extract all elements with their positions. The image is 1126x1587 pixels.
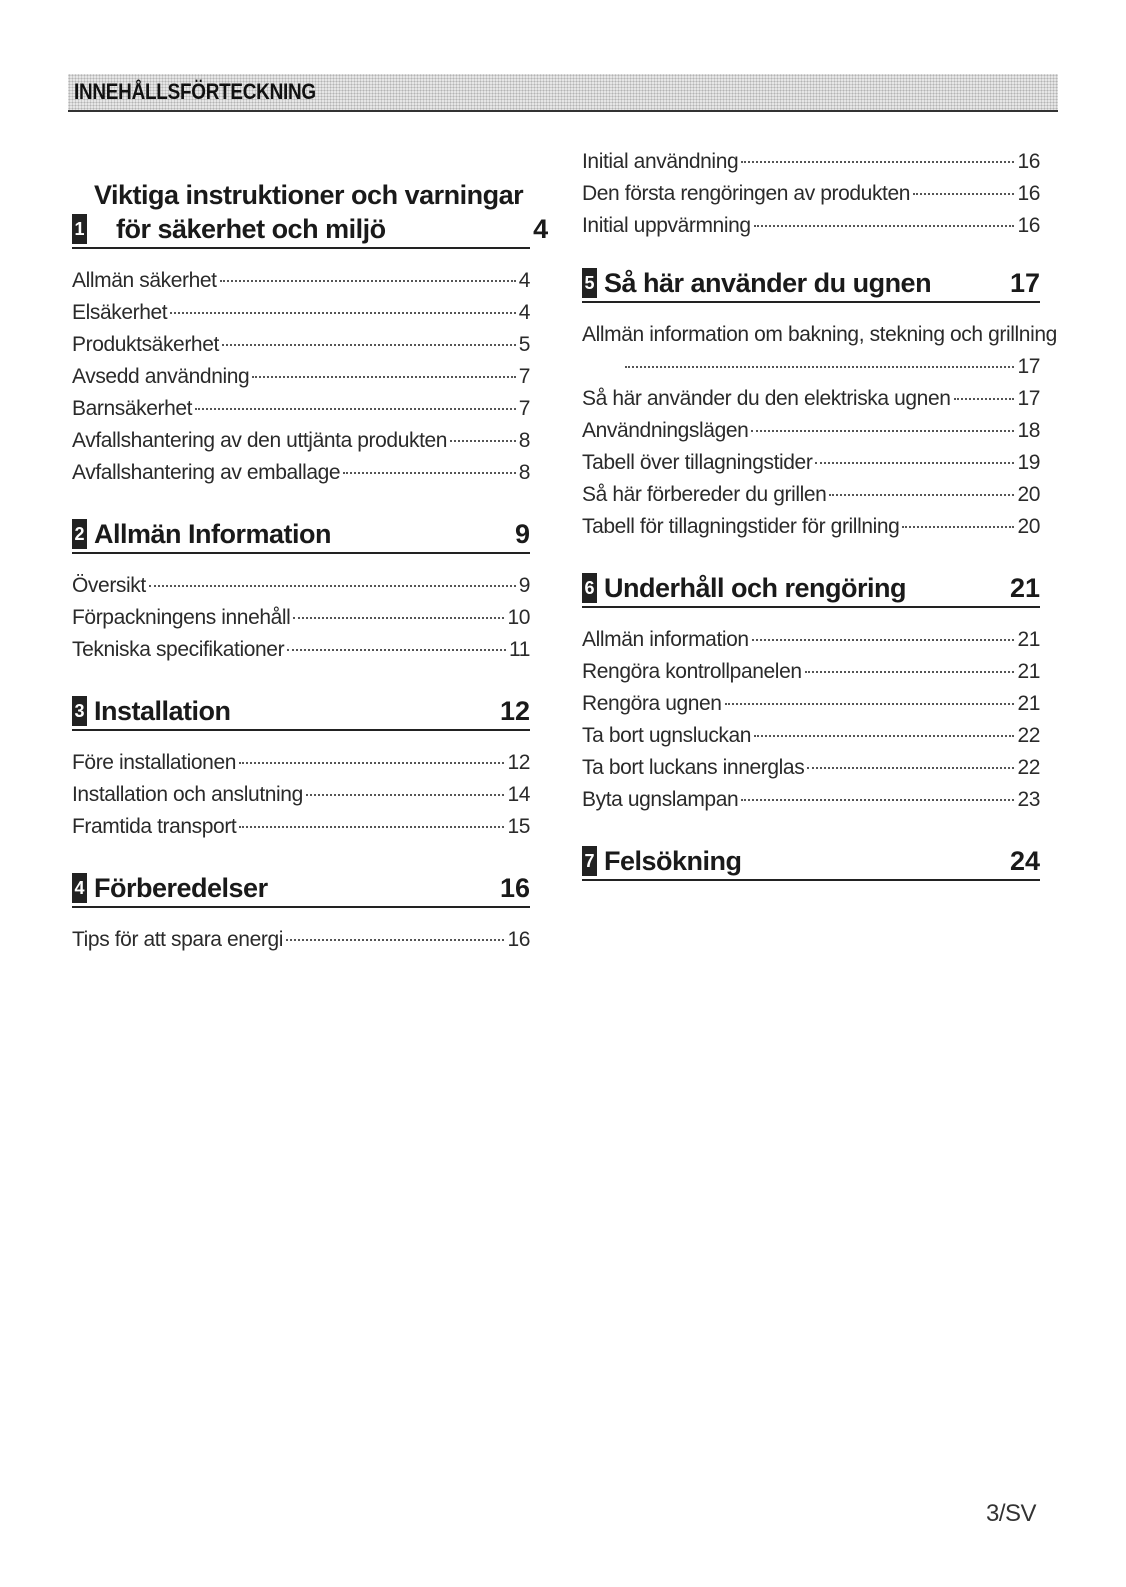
dot-leader [725, 703, 1015, 705]
header-band [68, 74, 1058, 112]
toc-entry-page: 19 [1017, 451, 1040, 474]
dot-leader [450, 440, 516, 442]
dot-leader [741, 161, 1014, 163]
toc-entry-page: 21 [1017, 660, 1040, 683]
section-page-number: 12 [499, 696, 530, 726]
dot-leader [829, 494, 1014, 496]
dot-leader [239, 826, 504, 828]
section-page-number: 4 [533, 214, 549, 244]
dot-leader [815, 462, 1014, 464]
toc-entry[interactable] [582, 319, 1057, 383]
dot-leader [807, 767, 1014, 769]
dot-leader [752, 639, 1015, 641]
toc-entry[interactable] [582, 415, 1040, 447]
section-title [604, 844, 1000, 878]
toc-entry[interactable] [72, 570, 530, 602]
toc-entry-title: Installation och anslutning [72, 783, 303, 806]
section-title [604, 571, 1000, 605]
toc-entry-page: 20 [1017, 483, 1040, 506]
toc-section-2 [72, 517, 530, 666]
section-title-line: Allmän Information [94, 519, 332, 549]
toc-entry[interactable] [72, 602, 530, 634]
toc-entry[interactable] [582, 624, 1040, 656]
dot-leader [754, 735, 1014, 737]
toc-entry[interactable] [72, 811, 530, 843]
section-title-line: Installation [94, 696, 231, 726]
section-number-badge: 2 [72, 519, 87, 549]
section-title-line: för säkerhet och miljö [116, 214, 386, 244]
dot-leader [195, 408, 516, 410]
toc-section-6 [582, 571, 1040, 816]
toc-entry-title: Användningslägen [582, 419, 749, 442]
toc-entry-page: 8 [518, 461, 530, 484]
toc-entry-title: Tips för att spara energi [72, 928, 283, 951]
toc-entry-title: Allmän information [582, 628, 749, 651]
section-title-line: Underhåll och rengöring [604, 573, 907, 603]
toc-entry[interactable] [582, 720, 1040, 752]
toc-entry[interactable] [582, 146, 1040, 178]
section-title [94, 178, 523, 246]
toc-entry-leader-line [582, 351, 1040, 383]
page-title: INNEHÅLLSFÖRTECKNING [74, 79, 316, 104]
toc-entry-page: 22 [1017, 756, 1040, 779]
section-heading[interactable] [72, 178, 549, 249]
dot-leader [805, 671, 1015, 673]
section-title-line: Så här använder du ugnen [604, 268, 932, 298]
toc-entry-title: Avfallshantering av den uttjänta produkten [72, 429, 448, 452]
toc-entry[interactable] [72, 747, 530, 779]
section-heading[interactable] [72, 871, 530, 908]
toc-entry-page: 20 [1017, 515, 1040, 538]
toc-section-5 [582, 266, 1057, 543]
toc-entry-page: 16 [1017, 150, 1040, 173]
toc-entry-title: Så här förbereder du grillen [582, 483, 827, 506]
dot-leader [286, 939, 504, 941]
toc-entry-page: 21 [1017, 692, 1040, 715]
toc-entry[interactable] [582, 447, 1040, 479]
dot-leader [954, 398, 1015, 400]
toc-entry-page: 16 [1017, 214, 1040, 237]
toc-section-3 [72, 694, 530, 843]
dot-leader [902, 526, 1014, 528]
toc-entry[interactable] [582, 210, 1040, 242]
section-number-badge: 5 [582, 268, 597, 298]
toc-entry-page: 11 [509, 638, 530, 661]
page-number: 3/SV [985, 1500, 1036, 1527]
section-number-badge: 1 [72, 214, 87, 244]
toc-section-4 [72, 871, 530, 956]
toc-entry-title: Tabell över tillagningstider [582, 451, 813, 474]
toc-entry-title: Allmän information om bakning, stekning och grillning [582, 323, 1057, 346]
section-page-number: 17 [1009, 268, 1040, 298]
toc-entry-title: Rengöra kontrollpanelen [582, 660, 802, 683]
section-title [94, 694, 490, 728]
section-title [604, 266, 1000, 300]
section-number-badge: 6 [582, 573, 597, 603]
dot-leader [625, 366, 1014, 368]
dot-leader [239, 762, 504, 764]
toc-entry-title: Elsäkerhet [72, 301, 168, 324]
section-title-line: Felsökning [604, 846, 742, 876]
toc-entry-title: Avfallshantering av emballage [72, 461, 341, 484]
toc-entry-title: Byta ugnslampan [582, 788, 739, 811]
toc-entry-page: 8 [518, 429, 530, 452]
section-page-number: 16 [499, 873, 530, 903]
toc-entry-title: Barnsäkerhet [72, 397, 193, 420]
toc-entry-page: 23 [1017, 788, 1040, 811]
dot-leader [222, 344, 516, 346]
dot-leader [306, 794, 505, 796]
toc-entry-page: 18 [1017, 419, 1040, 442]
toc-entry-page: 12 [507, 751, 530, 774]
toc-entry[interactable] [72, 361, 530, 393]
toc-entry[interactable] [72, 393, 530, 425]
toc-entry-page: 5 [518, 333, 530, 356]
toc-entry[interactable] [72, 329, 530, 361]
toc-entry-title: Rengöra ugnen [582, 692, 722, 715]
toc-entry-page: 14 [507, 783, 530, 806]
toc-entry[interactable] [582, 784, 1040, 816]
toc-entry-page: 10 [507, 606, 530, 629]
toc-entry-title: Översikt [72, 574, 146, 597]
toc-section-4-continued [582, 146, 1040, 242]
toc-entry-page: 16 [507, 928, 530, 951]
toc-entry[interactable] [582, 752, 1040, 784]
dot-leader [741, 799, 1014, 801]
toc-entry-page: 17 [1017, 387, 1040, 410]
section-heading[interactable] [582, 571, 1040, 608]
dot-leader [913, 193, 1014, 195]
toc-entry-page: 16 [1017, 182, 1040, 205]
dot-leader [293, 617, 504, 619]
toc-entry[interactable] [582, 688, 1040, 720]
section-heading[interactable] [72, 694, 530, 731]
dot-leader [751, 430, 1014, 432]
toc-entry[interactable] [582, 511, 1040, 543]
toc-entry-page: 7 [518, 397, 530, 420]
section-heading[interactable] [582, 266, 1040, 303]
section-number-badge: 7 [582, 846, 597, 876]
toc-entry[interactable] [72, 297, 530, 329]
section-page-number: 9 [514, 519, 530, 549]
toc-entry-title: Före installationen [72, 751, 236, 774]
section-number-badge: 4 [72, 873, 87, 903]
section-title-line: Viktiga instruktioner och varningar [94, 180, 524, 210]
toc-entry-page: 17 [1017, 355, 1040, 378]
toc-entry-title: Ta bort luckans innerglas [582, 756, 805, 779]
section-page-number: 21 [1009, 573, 1040, 603]
toc-entry-title: Så här använder du den elektriska ugnen [582, 387, 951, 410]
toc-entry[interactable] [582, 479, 1040, 511]
dot-leader [170, 312, 516, 314]
toc-entry[interactable] [72, 924, 530, 956]
toc-entry-title: Förpackningens innehåll [72, 606, 291, 629]
section-heading[interactable] [72, 517, 530, 554]
toc-entry[interactable] [582, 383, 1040, 415]
section-heading[interactable] [582, 844, 1040, 881]
section-title-line: Förberedelser [94, 873, 268, 903]
section-number-badge: 3 [72, 696, 87, 726]
dot-leader [287, 649, 506, 651]
dot-leader [754, 225, 1015, 227]
toc-entry[interactable] [72, 425, 530, 457]
toc-left-column [72, 178, 549, 984]
dot-leader [343, 472, 516, 474]
dot-leader [220, 280, 516, 282]
section-title [94, 871, 490, 905]
toc-entry-page: 15 [507, 815, 530, 838]
toc-entry-title: Initial uppvärmning [582, 214, 751, 237]
section-page-number: 24 [1009, 846, 1040, 876]
toc-entry-page: 7 [518, 365, 530, 388]
section-title [94, 517, 505, 551]
toc-section-1 [72, 178, 549, 489]
toc-entry-title: Framtida transport [72, 815, 237, 838]
toc-right-column [582, 146, 1057, 909]
toc-entry-page: 4 [518, 269, 530, 292]
toc-entry-title: Initial användning [582, 150, 739, 173]
toc-entry-title: Tabell för tillagningstider för grillning [582, 515, 900, 538]
toc-entry[interactable] [72, 634, 530, 666]
toc-entry-title: Produktsäkerhet [72, 333, 219, 356]
toc-entry[interactable] [582, 656, 1040, 688]
toc-entry-title: Ta bort ugnsluckan [582, 724, 752, 747]
toc-entry[interactable] [72, 779, 530, 811]
toc-entry-page: 4 [518, 301, 530, 324]
toc-entry-title: Tekniska specifikationer [72, 638, 285, 661]
toc-entry-page: 9 [518, 574, 530, 597]
toc-entry[interactable] [72, 265, 530, 297]
toc-entry-title: Den första rengöringen av produkten [582, 182, 911, 205]
toc-entry-title: Avsedd användning [72, 365, 250, 388]
dot-leader [149, 585, 516, 587]
toc-entry-page: 22 [1017, 724, 1040, 747]
toc-entry-page: 21 [1017, 628, 1040, 651]
toc-entry-title: Allmän säkerhet [72, 269, 217, 292]
toc-section-7 [582, 844, 1040, 881]
dot-leader [252, 376, 515, 378]
toc-entry[interactable] [72, 457, 530, 489]
toc-entry[interactable] [582, 178, 1040, 210]
